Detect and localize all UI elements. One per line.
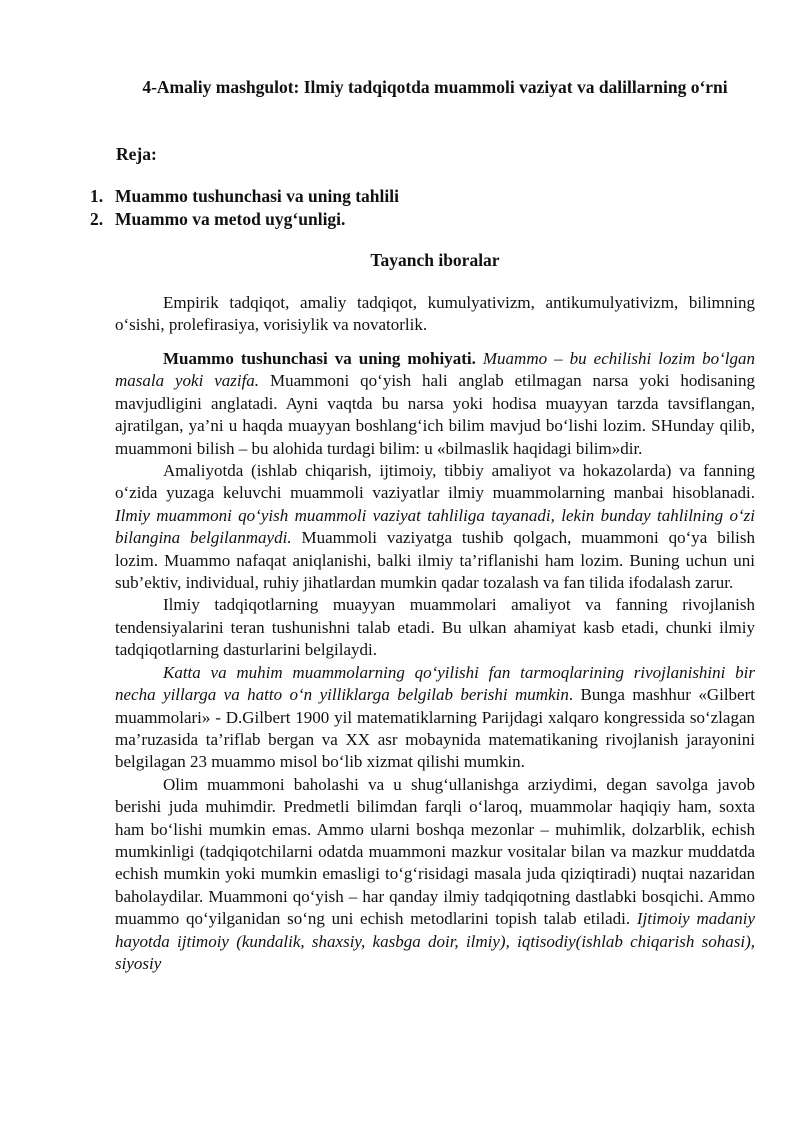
main-text bbox=[115, 348, 755, 975]
keywords-section bbox=[115, 292, 755, 337]
plan-item bbox=[90, 208, 399, 231]
paragraph-3-text: Ilmiy tadqiqotlarning muayyan muammolari amaliyot va fanning rivojlanish tendensiyalarini teran tushunishni talab etadi. Bu ulkan ahamiyat kasb etadi, chunki ilmiy tadqiqotlarning dasturlarini belgilaydi. bbox=[115, 595, 755, 660]
paragraph-4-italic: Katta va muhim muammolarning qo‘yilishi fan tarmoqlarining rivojlanishini bir necha yillarga va hatto o‘n yilliklarga belgilab berishi mumkin bbox=[115, 662, 755, 705]
paragraph-4-text: . Bunga mashhur «Gilbert muammolari» - D.Gilbert 1900 yil matematiklarning Parijdagi xalqaro kongressida so‘zlagan ma’ruzasida ta’riflab bergan va XX asr mobaynida matematikaning rivojlanish jarayonini belgilagan 23 muammo misol bo‘lib xizmat qilishi mumkin. bbox=[115, 685, 755, 772]
paragraph-2-text-b: Muammoli vaziyatga tushib qolgach, muammoni qo‘ya bilish lozim. Muammo nafaqat aniqlanishi, balki ilmiy ta’riflanishi ham lozim. Buning uchun uni sub’ektiv, individual, ruhiy jihatlardan mumkin qadar tozalash va fan tilida ifodalash zarur. bbox=[115, 528, 755, 593]
paragraph-2-italic: Ilmiy muammoni qo‘yish muammoli vaziyat tahliliga tayanadi, lekin bunday tahlilning o‘zi bilangina belgilanmaydi. bbox=[115, 505, 755, 548]
keywords-paragraph: Empirik tadqiqot, amaliy tadqiqot, kumulyativizm, antikumulyativizm, bilimning o‘sishi, prolefirasiya, vorisiylik va novatorlik. bbox=[115, 293, 755, 335]
paragraph-2 bbox=[115, 460, 755, 594]
plan-item-number: 2. bbox=[90, 209, 104, 229]
paragraph-3 bbox=[115, 594, 755, 661]
plan-item-number: 1. bbox=[90, 186, 104, 206]
paragraph-1 bbox=[115, 348, 755, 460]
plan-item-text: Muammo va metod uyg‘unligi. bbox=[115, 209, 346, 229]
paragraph-1-text: Muammoni qo‘yish hali anglab etilmagan narsa yoki hodisaning mavjudligini anglatadi. Ayni vaqtda bu narsa yoki hodisa muayyan tarzda tavsiflangan, ajratilgan, ya’ni u haqda muayyan boshlang‘ich bilim mavjud bo‘lishi lozim. SHunday qilib, muammoni bilish – bu alohida turdagi bilim: u «bilmaslik haqidagi bilim»dir. bbox=[115, 371, 755, 458]
plan-label: Reja: bbox=[116, 144, 157, 164]
paragraph-5-text: Olim muammoni baholashi va u shug‘ullanishga arziydimi, degan savolga javob berishi juda muhimdir. Predmetli bilimdan farqli o‘laroq, muammolar haqiqiy ham, soxta ham bo‘lishi mumkin emas. Ammo ularni boshqa mezonlar – muhimlik, dolzarblik, echish mumkinligi (tadqiqotchilarni odatda muammoni mazkur vositalar bilan va mazkur muddatda echish mumkin yoki mumkin emasligi to‘g‘risidagi masala juda qiziqtiradi) nuqtai nazaridan baholaydilar. Muammoni qo‘yish – har qanday ilmiy tadqiqotning dastlabki bosqichi. Ammo muammo qo‘yilganidan so‘ng uni echish metodlarini topish talab etiladi. bbox=[115, 774, 755, 929]
plan-item bbox=[90, 185, 399, 208]
paragraph-5 bbox=[115, 774, 755, 976]
paragraph-5-italic: Ijtimoiy madaniy hayotda ijtimoiy (kundalik, shaxsiy, kasbga doir, ilmiy), iqtisodiy(ishlab chiqarish sohasi), siyosiy bbox=[115, 909, 755, 973]
plan-list bbox=[90, 185, 399, 231]
paragraph-4 bbox=[115, 662, 755, 774]
page-title: 4-Amaliy mashgulot: Ilmiy tadqiqotda muammoli vaziyat va dalillarning o‘rni bbox=[142, 77, 728, 97]
keywords-heading: Tayanch iboralar bbox=[370, 250, 500, 270]
paragraph-2-text-a: Amaliyotda (ishlab chiqarish, ijtimoiy, tibbiy amaliyot va hokazolarda) va fanning o‘zida yuzaga keluvchi muammoli vaziyatlar ilmiy muammolarning manbai hisoblanadi. bbox=[115, 461, 755, 503]
plan-item-text: Muammo tushunchasi va uning tahlili bbox=[115, 186, 399, 206]
definition-italic: Muammo – bu echilishi lozim bo‘lgan masala yoki vazifa. bbox=[115, 349, 755, 391]
section-lead: Muammo tushunchasi va uning mohiyati. bbox=[163, 349, 476, 368]
